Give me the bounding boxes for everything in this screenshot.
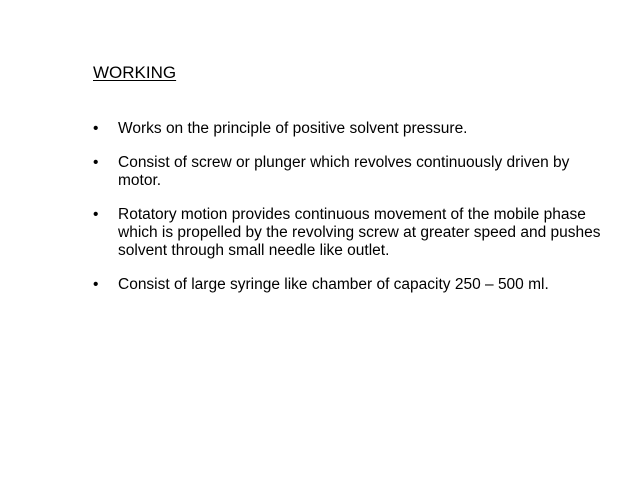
bullet-text: Works on the principle of positive solvent pressure. — [118, 120, 468, 137]
bullet-item — [93, 206, 613, 260]
bullet-text: Rotatory motion provides continuous movement of the mobile phase which is propelled by the revolving screw at greater speed and pushes solvent through small needle like outlet. — [118, 206, 601, 259]
bullet-item — [93, 154, 613, 190]
bullet-text: Consist of screw or plunger which revolves continuously driven by motor. — [118, 154, 570, 189]
slide-heading: WORKING — [93, 63, 177, 82]
bullet-item — [93, 120, 613, 138]
bullet-text: Consist of large syringe like chamber of capacity 250 – 500 ml. — [118, 276, 549, 293]
bullet-icon: • — [93, 276, 99, 293]
bullet-icon: • — [93, 206, 99, 223]
bullet-icon: • — [93, 154, 99, 171]
bullet-icon: • — [93, 120, 99, 137]
bullet-item — [93, 276, 613, 294]
bullet-list — [93, 120, 613, 310]
